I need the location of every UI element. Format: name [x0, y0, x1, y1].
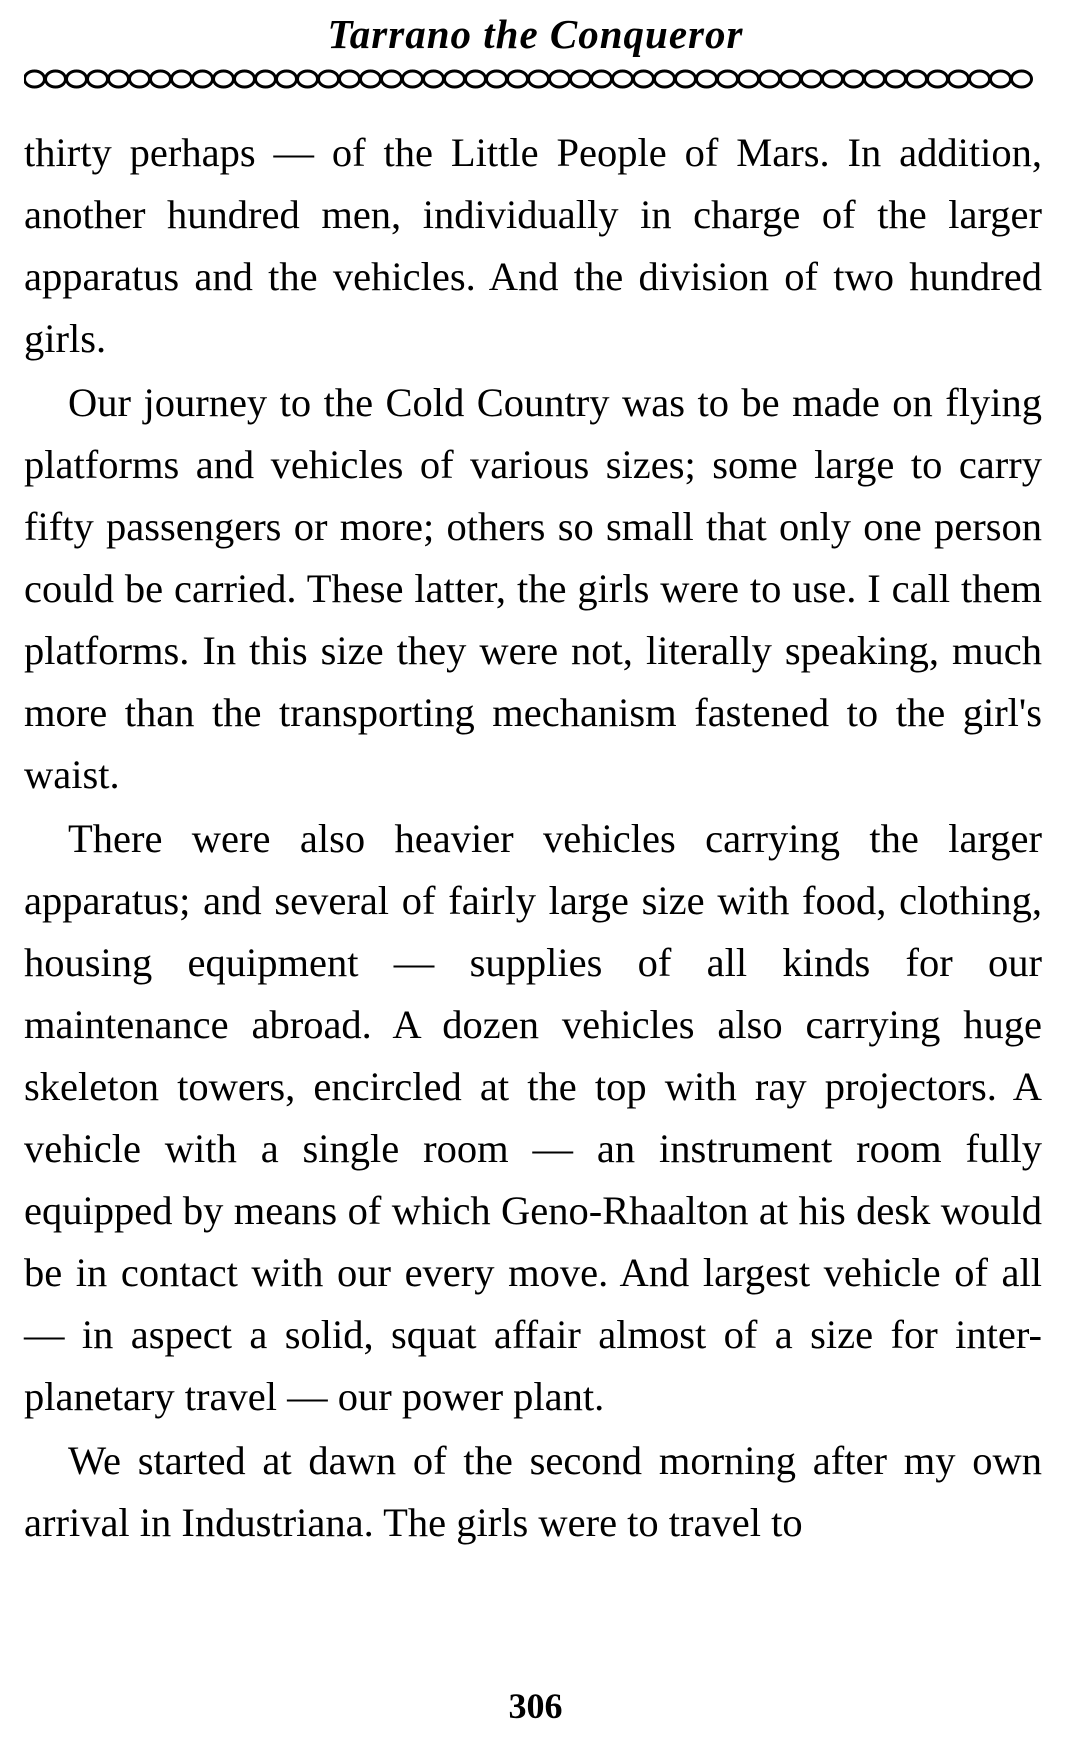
ornament-loop	[382, 71, 402, 87]
ornament-loop	[466, 71, 486, 87]
ornament-loop	[340, 71, 360, 87]
ornament-loop	[319, 71, 339, 87]
paragraph-4: We started at dawn of the second morning after my own arrival in Industriana. The girls were to travel to	[24, 1438, 1042, 1545]
ornament-loop	[676, 71, 696, 87]
ornament-loop	[802, 71, 822, 87]
running-title: Tarrano the Conqueror	[327, 11, 744, 57]
ornament-loop	[298, 71, 318, 87]
ornament-loop	[823, 71, 843, 87]
ornament-loop	[949, 71, 969, 87]
ornament-loop	[571, 71, 591, 87]
paragraph-1: thirty perhaps — of the Little People of Mars. In addition, another hundred men, individually in charge of the larger apparatus and the vehicles. And the division of two hundred girls.	[24, 130, 1042, 361]
ornament-loop	[760, 71, 780, 87]
ornament-loop	[445, 71, 465, 87]
ornament-loop	[256, 71, 276, 87]
ornament-loop	[844, 71, 864, 87]
ornament-loop	[865, 71, 885, 87]
ornament-loop	[67, 71, 87, 87]
paragraph-2: Our journey to the Cold Country was to be made on flying platforms and vehicles of various sizes; some large to carry fifty passengers or more; others so small that only one person could be carried. These latter, the girls were to use. I call them platforms. In this size they were not, literally speaking, much more than the transporting mechanism fastened to the girl's waist.	[24, 380, 1042, 797]
ornament-loop	[109, 71, 129, 87]
ornament-loop	[886, 71, 906, 87]
ornament-loop	[214, 71, 234, 87]
ornament-loop	[550, 71, 570, 87]
ornamental-border-rule	[24, 68, 1046, 90]
ornament-loop	[655, 71, 675, 87]
ornament-loop	[46, 71, 66, 87]
ornament-loop	[739, 71, 759, 87]
ornament-loop	[508, 71, 528, 87]
ornament-loop	[718, 71, 738, 87]
ornament-loop	[592, 71, 612, 87]
ornament-loop	[529, 71, 549, 87]
ornament-loop	[361, 71, 381, 87]
ornament-loop	[88, 71, 108, 87]
ornament-loop	[151, 71, 171, 87]
ornament-loop	[277, 71, 297, 87]
ornament-loop	[613, 71, 633, 87]
ornament-loop	[928, 71, 948, 87]
ornament-loop	[781, 71, 801, 87]
ornament-loop	[991, 71, 1011, 87]
ornament-loop	[424, 71, 444, 87]
ornament-loop	[487, 71, 507, 87]
paragraph-3: There were also heavier vehicles carrying the larger apparatus; and several of fairly large size with food, clothing, housing equipment — supplies of all kinds for our maintenance abroad. A dozen vehicles also carrying huge skeleton towers, encircled at the top with ray projectors. A vehicle with a single room — an instrument room fully equipped by means of which Geno-Rhaalton at his desk would be in contact with our every move. And largest vehicle of all — in aspect a solid, squat affair almost of a size for inter-planetary travel — our power plant.	[24, 816, 1042, 1419]
ornament-loop	[130, 71, 150, 87]
page-number: 306	[508, 1686, 563, 1726]
ornament-loop	[403, 71, 423, 87]
ornament-loop	[25, 71, 45, 87]
ornament-loop	[907, 71, 927, 87]
ornament-loop	[970, 71, 990, 87]
ornament-loop	[1012, 71, 1032, 87]
ornament-loop	[172, 71, 192, 87]
ornament-loop	[193, 71, 213, 87]
ornament-loop	[634, 71, 654, 87]
ornament-loop	[697, 71, 717, 87]
ornament-loop	[235, 71, 255, 87]
body-text	[24, 122, 1042, 1554]
